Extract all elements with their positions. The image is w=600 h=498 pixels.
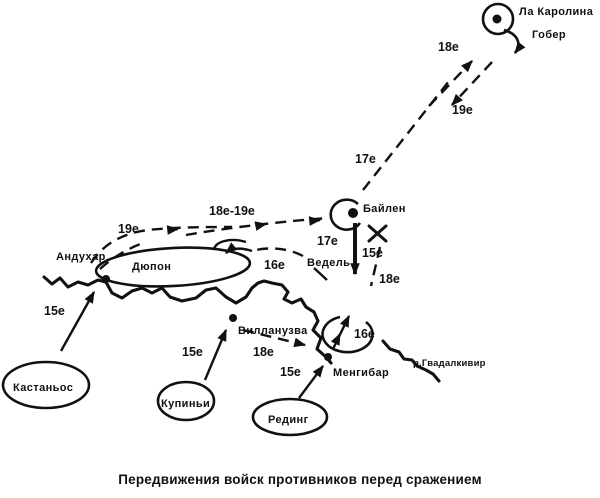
- vedel-leader-line: [314, 268, 327, 280]
- label-la-carolina: Ла Каролина: [519, 6, 594, 18]
- date-18e-19e: 18е-19е: [209, 204, 255, 218]
- map-caption: Передвижения войск противников перед сражением: [118, 472, 482, 487]
- date-18e-villanueva: 18е: [253, 345, 274, 359]
- bailen-dot: [348, 208, 358, 218]
- label-mengibar: Менгибар: [333, 367, 390, 379]
- route-15e-coupigny: [205, 330, 226, 380]
- label-gober: Гобер: [532, 29, 567, 41]
- route-17e-lacarolina: [363, 81, 449, 190]
- label-vedel: Ведель: [307, 257, 351, 269]
- battle-x-mark: [369, 226, 386, 241]
- label-reding: Рединг: [268, 414, 309, 426]
- position-markers: [3, 4, 513, 435]
- route-16e-return: [252, 248, 303, 256]
- date-15e-coupigny: 15е: [182, 345, 203, 359]
- date-19e-top: 19е: [452, 103, 473, 117]
- label-villanueva: Вилланузва: [238, 325, 308, 337]
- date-18e-top: 18е: [438, 40, 459, 54]
- label-coupigny: Купиньи: [161, 398, 211, 410]
- date-16e-mengibar: 16е: [354, 327, 375, 341]
- date-17e-road: 17е: [355, 152, 376, 166]
- mengibar-dot: [324, 353, 332, 361]
- andujar-dot: [102, 275, 110, 283]
- date-17e-bailen: 17е: [317, 234, 338, 248]
- date-19e-andujar: 19е: [118, 222, 139, 236]
- route-16e-mengibar: [333, 316, 349, 349]
- villanueva-dot: [229, 314, 237, 322]
- date-15e-reding: 15е: [280, 365, 301, 379]
- route-15e-reding: [299, 366, 323, 398]
- label-andujar: Андухар: [56, 251, 106, 263]
- place-labels: [13, 6, 594, 426]
- date-15e-castanos: 15е: [44, 304, 65, 318]
- label-bailen: Байлен: [363, 203, 406, 215]
- solid-routes: [61, 30, 518, 398]
- label-dupont: Дюпон: [132, 261, 172, 273]
- date-16e-vedel: 16е: [264, 258, 285, 272]
- date-18e-vedel: 18е: [379, 272, 400, 286]
- route-15e-castanos: [61, 292, 94, 351]
- label-river-guadalquivir: р.Гвадалкивир: [413, 358, 486, 369]
- route-19e-down: [452, 62, 492, 105]
- label-castanos: Кастаньос: [13, 382, 74, 394]
- date-15e-bailen: 15е: [362, 246, 383, 260]
- route-18e-up: [429, 61, 472, 106]
- la-carolina-dot: [493, 15, 502, 24]
- route-gober-curve: [504, 30, 518, 53]
